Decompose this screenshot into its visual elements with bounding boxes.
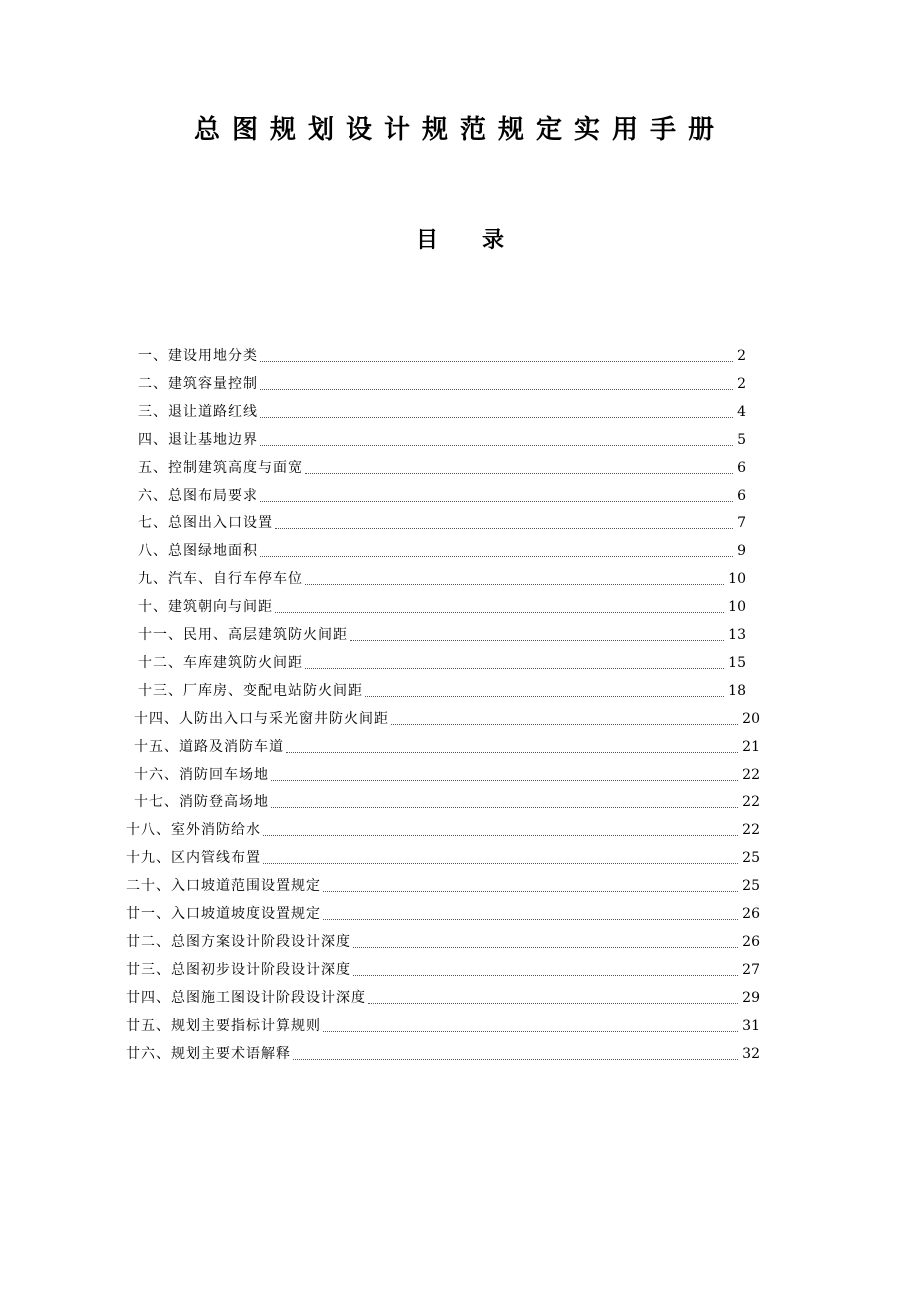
toc-dot-leader: [323, 918, 738, 920]
toc-entry[interactable]: [138, 427, 746, 449]
toc-heading-char-1: 目: [415, 228, 438, 253]
toc-dot-leader: [293, 1058, 738, 1060]
toc-entry-page-number: 10: [728, 599, 746, 616]
toc-entry-page-number: 20: [742, 710, 760, 727]
toc-entry[interactable]: [138, 622, 746, 644]
toc-dot-leader: [260, 416, 733, 418]
toc-entry-label: 十六、消防回车场地: [134, 766, 269, 783]
toc-entry[interactable]: [134, 762, 760, 784]
toc-entry[interactable]: [138, 678, 746, 700]
toc-dot-leader: [391, 723, 738, 725]
toc-entry[interactable]: [138, 343, 746, 365]
toc-dot-leader: [275, 611, 724, 613]
toc-entry-page-number: 6: [737, 487, 746, 504]
toc-dot-leader: [271, 806, 738, 808]
toc-entry-page-number: 15: [728, 654, 746, 671]
toc-entry-label: 十五、道路及消防车道: [134, 738, 284, 755]
toc-entry-label: 十八、室外消防给水: [126, 822, 261, 839]
toc-entry[interactable]: [126, 845, 760, 867]
toc-entry-label: 一、建设用地分类: [138, 348, 258, 364]
toc-entry-page-number: 4: [737, 403, 746, 420]
toc-dot-leader: [305, 583, 724, 585]
toc-dot-leader: [353, 946, 738, 948]
toc-entry[interactable]: [138, 371, 746, 393]
toc-entry[interactable]: [126, 929, 760, 951]
toc-entry-page-number: 22: [742, 794, 760, 811]
toc-entry-page-number: 2: [737, 348, 746, 364]
toc-entry[interactable]: [138, 399, 746, 421]
toc-entry-label: 三、退让道路红线: [138, 403, 258, 420]
toc-entry-page-number: 13: [728, 627, 746, 643]
toc-entry[interactable]: [138, 455, 746, 477]
toc-dot-leader: [263, 834, 738, 836]
toc-entry[interactable]: [134, 789, 760, 811]
toc-dot-leader: [260, 500, 733, 502]
toc-entry-page-number: 25: [742, 878, 760, 895]
toc-entry-page-number: 5: [737, 431, 746, 448]
toc-entry-page-number: 10: [728, 571, 746, 588]
toc-entry-label: 九、汽车、自行车停车位: [138, 571, 303, 588]
toc-entry-label: 十九、区内管线布置: [126, 850, 261, 867]
toc-entry-page-number: 25: [742, 850, 760, 867]
toc-entry-page-number: 7: [737, 515, 746, 532]
toc-entry[interactable]: [126, 873, 760, 895]
toc-entry-label: 十七、消防登高场地: [134, 794, 269, 811]
toc-dot-leader: [260, 444, 733, 446]
toc-entry-label: 二、建筑容量控制: [138, 375, 258, 392]
toc-entry[interactable]: [138, 483, 746, 505]
toc-entry-page-number: 32: [742, 1045, 760, 1062]
toc-entry-label: 十一、民用、高层建筑防火间距: [138, 627, 348, 643]
toc-heading-char-2: 录: [482, 228, 505, 253]
toc-entry-label: 廿一、入口坡道坡度设置规定: [126, 906, 321, 922]
toc-entry-page-number: 22: [742, 822, 760, 839]
toc-entry-label: 廿二、总图方案设计阶段设计深度: [126, 933, 351, 950]
toc-entry-page-number: 26: [742, 906, 760, 922]
toc-entry-label: 廿四、总图施工图设计阶段设计深度: [126, 989, 366, 1006]
toc-entry-label: 六、总图布局要求: [138, 487, 258, 504]
toc-entry[interactable]: [138, 594, 746, 616]
toc-entry-label: 十三、厂库房、变配电站防火间距: [138, 682, 363, 699]
toc-entry[interactable]: [134, 706, 760, 728]
toc-entry[interactable]: [138, 566, 746, 588]
toc-dot-leader: [305, 667, 724, 669]
toc-entry-label: 廿五、规划主要指标计算规则: [126, 1017, 321, 1034]
toc-dot-leader: [260, 555, 733, 557]
toc-entry[interactable]: [126, 1013, 760, 1035]
toc-dot-leader: [260, 388, 733, 390]
toc-entry[interactable]: [126, 985, 760, 1007]
toc-entry-page-number: 22: [742, 766, 760, 783]
toc-entry-page-number: 18: [728, 682, 746, 699]
toc-dot-leader: [323, 890, 738, 892]
toc-dot-leader: [286, 751, 738, 753]
toc-entry[interactable]: [138, 538, 746, 560]
toc-dot-leader: [365, 695, 724, 697]
toc-entry-label: 七、总图出入口设置: [138, 515, 273, 532]
toc-entry-page-number: 29: [742, 989, 760, 1006]
toc-entry-page-number: 6: [737, 459, 746, 476]
toc-dot-leader: [263, 862, 738, 864]
toc-entry-label: 二十、入口坡道范围设置规定: [126, 878, 321, 895]
toc-entry-label: 廿六、规划主要术语解释: [126, 1045, 291, 1062]
toc-entry[interactable]: [126, 901, 760, 923]
toc-entry[interactable]: [138, 510, 746, 532]
toc-entry[interactable]: [138, 650, 746, 672]
toc-dot-leader: [350, 639, 724, 641]
toc-entry-label: 十二、车库建筑防火间距: [138, 654, 303, 671]
toc-entry[interactable]: [126, 1041, 760, 1063]
toc-entry-page-number: 21: [742, 738, 760, 755]
toc-entry[interactable]: [126, 817, 760, 839]
toc-entry[interactable]: [126, 957, 760, 979]
toc-entry-label: 五、控制建筑高度与面宽: [138, 459, 303, 476]
toc-entry-label: 四、退让基地边界: [138, 431, 258, 448]
toc-entry-label: 十四、人防出入口与采光窗井防火间距: [134, 710, 389, 727]
toc-dot-leader: [260, 360, 733, 362]
toc-dot-leader: [323, 1030, 738, 1032]
toc-entry-page-number: 31: [742, 1017, 760, 1034]
toc-entry-page-number: 27: [742, 961, 760, 978]
toc-dot-leader: [271, 779, 738, 781]
toc-dot-leader: [275, 527, 733, 529]
toc-entry-label: 廿三、总图初步设计阶段设计深度: [126, 961, 351, 978]
toc-entry[interactable]: [134, 734, 760, 756]
toc-entry-page-number: 9: [737, 543, 746, 560]
toc-entry-label: 八、总图绿地面积: [138, 543, 258, 560]
document-title: 总图规划设计规范规定实用手册: [193, 115, 726, 145]
toc-dot-leader: [305, 472, 733, 474]
toc-dot-leader: [368, 1002, 738, 1004]
toc-heading: [0, 224, 920, 258]
toc-entry-label: 十、建筑朝向与间距: [138, 599, 273, 616]
toc-dot-leader: [353, 974, 738, 976]
toc-entry-page-number: 26: [742, 933, 760, 950]
toc-entry-page-number: 2: [737, 375, 746, 392]
